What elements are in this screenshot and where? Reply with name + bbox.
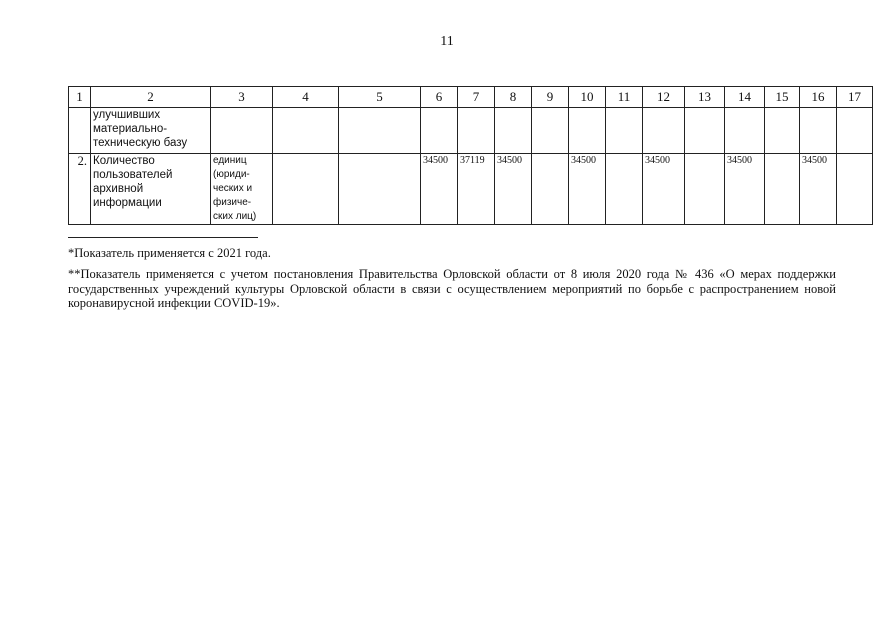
table-row bbox=[69, 154, 873, 225]
header-cell: 1 bbox=[69, 87, 91, 108]
value-cell: 34500 bbox=[569, 154, 606, 225]
unit-line: (юриди- bbox=[213, 169, 250, 180]
unit-line: ческих и bbox=[213, 183, 253, 194]
name-line: материально- bbox=[93, 123, 168, 135]
name-line: информации bbox=[93, 197, 162, 209]
unit-line: единиц bbox=[213, 155, 247, 166]
value-cell: 34500 bbox=[800, 154, 837, 225]
footnote-separator bbox=[68, 237, 258, 238]
name-line: улучшивших bbox=[93, 109, 161, 121]
page-number: 11 bbox=[440, 34, 454, 49]
header-cell: 6 bbox=[421, 87, 458, 108]
value-cell: 34500 bbox=[643, 154, 685, 225]
header-cell: 17 bbox=[837, 87, 873, 108]
value-cell: 34500 bbox=[421, 154, 458, 225]
name-line: архивной bbox=[93, 183, 144, 195]
header-cell: 12 bbox=[643, 87, 685, 108]
header-cell: 10 bbox=[569, 87, 606, 108]
name-line: Количество bbox=[93, 155, 155, 167]
unit-line: физиче- bbox=[213, 197, 252, 208]
header-cell: 5 bbox=[339, 87, 421, 108]
unit-cell bbox=[211, 154, 273, 225]
unit-line: ских лиц) bbox=[213, 211, 257, 222]
indicators-table bbox=[68, 86, 873, 225]
footnote-1: *Показатель применяется с 2021 года. bbox=[68, 246, 271, 260]
header-cell: 15 bbox=[765, 87, 800, 108]
footnote-2: **Показатель применяется с учетом постановления Правительства Орловской области от 8 июля 2020 года № 436 «О мерах поддержки государственных учреждений культуры Орловской области в связи с осуществлением мероприятий по борьбе с распространением новой коронавирусной инфекции COVID-19». bbox=[68, 267, 836, 310]
header-cell: 2 bbox=[91, 87, 211, 108]
header-cell: 9 bbox=[532, 87, 569, 108]
value-cell: 37119 bbox=[458, 154, 495, 225]
header-cell: 16 bbox=[800, 87, 837, 108]
name-line: техническую базу bbox=[93, 137, 188, 149]
header-cell: 14 bbox=[725, 87, 765, 108]
indicator-name-cell bbox=[91, 108, 211, 154]
name-line: пользователей bbox=[93, 169, 173, 181]
header-cell: 3 bbox=[211, 87, 273, 108]
row-number: 2. bbox=[69, 154, 91, 225]
indicator-name-cell bbox=[91, 154, 211, 225]
header-cell: 8 bbox=[495, 87, 532, 108]
header-cell: 7 bbox=[458, 87, 495, 108]
table-row bbox=[69, 108, 873, 154]
header-cell: 13 bbox=[685, 87, 725, 108]
header-cell: 4 bbox=[273, 87, 339, 108]
header-cell: 11 bbox=[606, 87, 643, 108]
header-row bbox=[69, 87, 873, 108]
value-cell: 34500 bbox=[495, 154, 532, 225]
value-cell: 34500 bbox=[725, 154, 765, 225]
